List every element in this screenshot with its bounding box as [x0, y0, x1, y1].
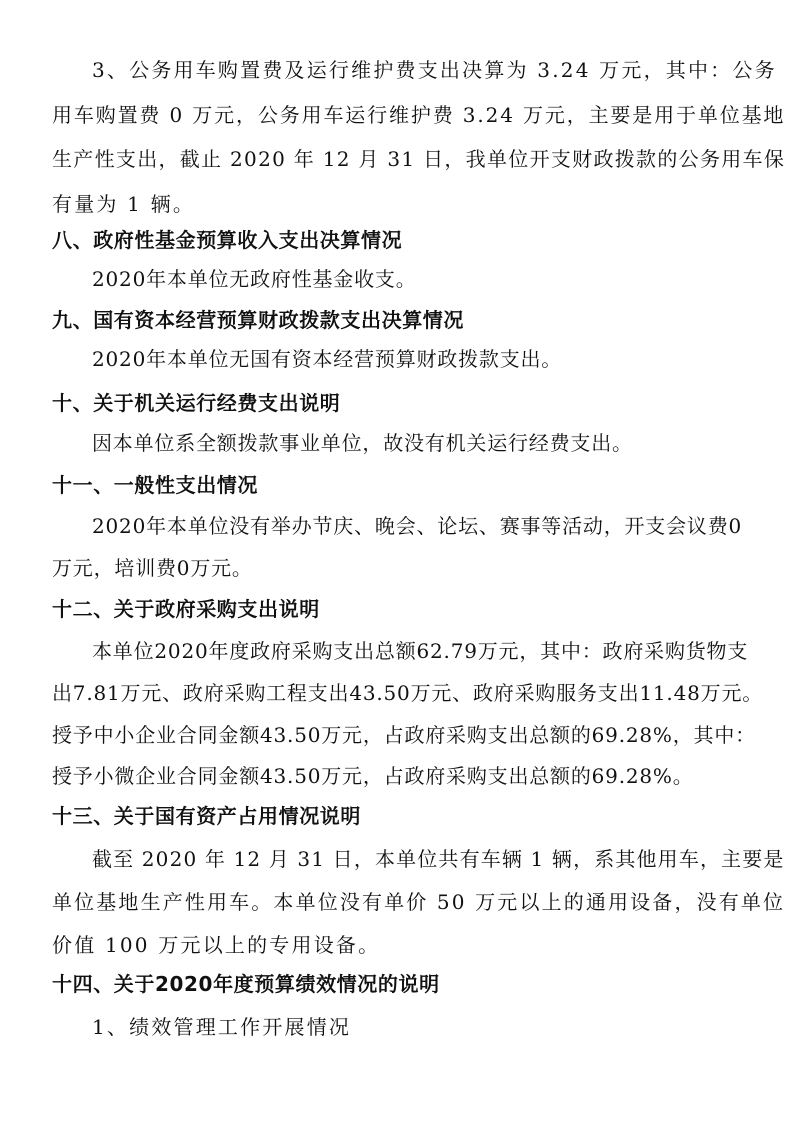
- paragraph-line: 2020年本单位没有举办节庆、晚会、论坛、赛事等活动，开支会议费0: [92, 514, 743, 538]
- paragraph-line: 单位基地生产性用车。本单位没有单价 50 万元以上的通用设备，没有单位: [52, 890, 786, 914]
- section-heading-8: 八、政府性基金预算收入支出决算情况: [52, 228, 403, 252]
- paragraph-line: 有量为 1 辆。: [52, 192, 196, 216]
- paragraph-line: 3、公务用车购置费及运行维护费支出决算为 3.24 万元，其中：公务: [92, 58, 777, 82]
- paragraph-line: 出7.81万元、政府采购工程支出43.50万元、政府采购服务支出11.48万元。: [52, 681, 764, 705]
- paragraph-line: 授予中小企业合同金额43.50万元，占政府采购支出总额的69.28%，其中：: [52, 723, 756, 747]
- section-heading-13: 十三、关于国有资产占用情况说明: [52, 804, 361, 828]
- section-heading-14: 十四、关于2020年度预算绩效情况的说明: [52, 972, 440, 996]
- paragraph-line: 用车购置费 0 万元，公务用车运行维护费 3.24 万元，主要是用于单位基地: [52, 103, 786, 127]
- section-heading-11: 十一、一般性支出情况: [52, 473, 258, 497]
- section-heading-10: 十、关于机关运行经费支出说明: [52, 391, 341, 415]
- paragraph-line: 价值 100 万元以上的专用设备。: [52, 933, 381, 957]
- paragraph-line: 1、绩效管理工作开展情况: [92, 1015, 352, 1039]
- paragraph-line: 截至 2020 年 12 月 31 日，本单位共有车辆 1 辆，系其他用车，主要是: [92, 847, 785, 871]
- paragraph-line: 万元，培训费0万元。: [52, 556, 253, 580]
- paragraph-line: 本单位2020年度政府采购支出总额62.79万元，其中：政府采购货物支: [92, 639, 749, 663]
- paragraph-line: 2020年本单位无政府性基金收支。: [92, 267, 417, 291]
- section-heading-9: 九、国有资本经营预算财政拨款支出决算情况: [52, 308, 464, 332]
- paragraph-line: 2020年本单位无国有资本经营预算财政拨款支出。: [92, 347, 563, 371]
- paragraph-line: 因本单位系全额拨款事业单位，故没有机关运行经费支出。: [92, 431, 633, 455]
- paragraph-line: 授予小微企业合同金额43.50万元，占政府采购支出总额的69.28%。: [52, 764, 694, 788]
- paragraph-line: 生产性支出，截止 2020 年 12 月 31 日，我单位开支财政拨款的公务用车保: [52, 147, 786, 171]
- section-heading-12: 十二、关于政府采购支出说明: [52, 597, 320, 621]
